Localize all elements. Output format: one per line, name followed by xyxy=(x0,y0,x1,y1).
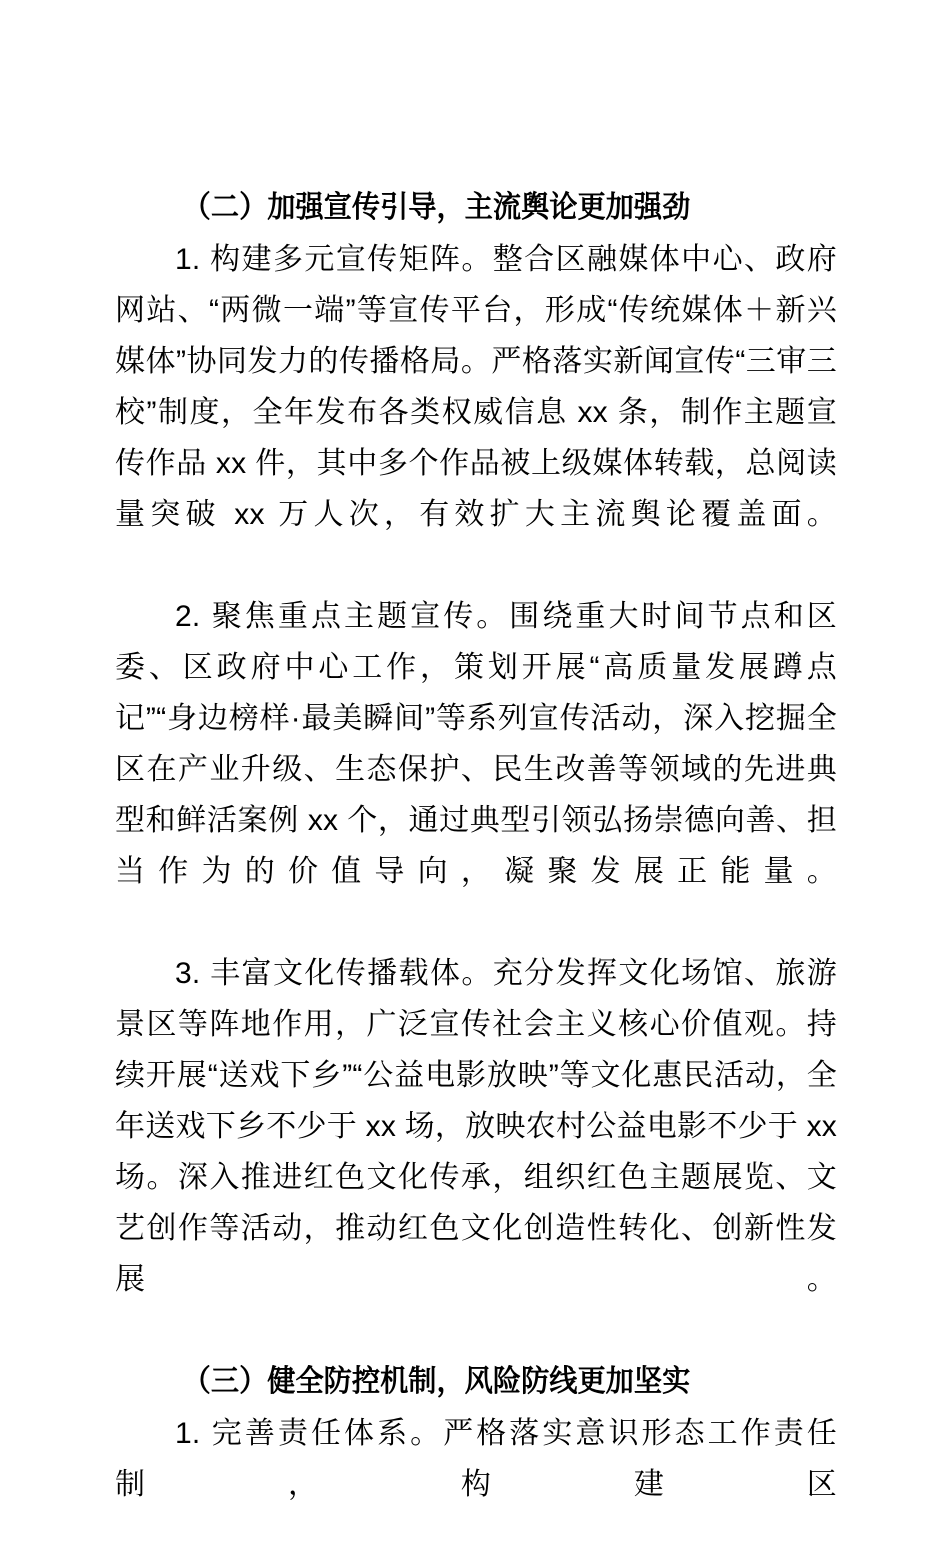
paragraph-2-3: 3. 丰富文化传播载体。充分发挥文化场馆、旅游景区等阵地作用，广泛宣传社会主义核心价值观。持续开展“送戏下乡”“公益电影放映”等文化惠民活动，全年送戏下乡不少于 xx 场，放映农村公益电影不少于 xx 场。深入推进红色文化传承，组织红色主题展览、文艺创作等活动，推动红色文化创造性转化、创新性发展。 xyxy=(115,957,837,1296)
paragraph-3-1: 1. 完善责任体系。严格落实意识形态工作责任制，构建区 xyxy=(115,1417,837,1501)
document-body xyxy=(115,182,837,1561)
paragraph-2-1: 1. 构建多元宣传矩阵。整合区融媒体中心、政府网站、“两微一端”等宣传平台，形成“传统媒体＋新兴媒体”协同发力的传播格局。严格落实新闻宣传“三审三校”制度，全年发布各类权威信息 xx 条，制作主题宣传作品 xx 件，其中多个作品被上级媒体转载，总阅读量突破 xx 万人次，有效扩大主流舆论覆盖面。 xyxy=(115,243,837,531)
section-heading-2: （二）加强宣传引导，主流舆论更加强劲 xyxy=(182,191,691,224)
paragraph-2-2: 2. 聚焦重点主题宣传。围绕重大时间节点和区委、区政府中心工作，策划开展“高质量发展蹲点记”“身边榜样·最美瞬间”等系列宣传活动，深入挖掘全区在产业升级、生态保护、民生改善等领域的先进典型和鲜活案例 xx 个，通过典型引领弘扬崇德向善、担当作为的价值导向，凝聚发展正能量。 xyxy=(115,600,837,888)
section-heading-3: （三）健全防控机制，风险防线更加坚实 xyxy=(182,1365,691,1398)
